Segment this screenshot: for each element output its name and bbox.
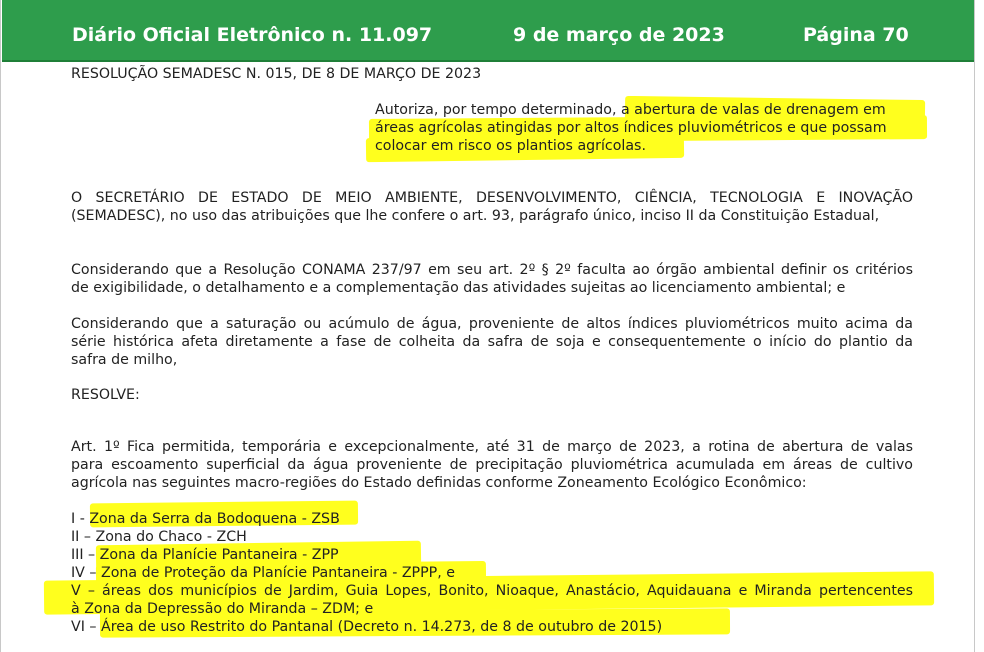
article-line: para escoamento superficial da água proveniente de precipitação pluviométrica acumulada em áreas de cultivo: [71, 457, 913, 473]
considerando-line: Considerando que a Resolução CONAMA 237/97 em seu art. 2º § 2º faculta ao órgão ambiental definir os critérios: [71, 262, 913, 278]
zone-item: II – Zona do Chaco - ZCH: [71, 529, 247, 545]
gazette-page-number: Página 70: [803, 24, 909, 46]
page-right-border: [974, 0, 975, 652]
resolution-heading: RESOLUÇÃO SEMADESC N. 015, DE 8 DE MARÇO DE 2023: [71, 66, 482, 82]
gazette-title: Diário Oficial Eletrônico n. 11.097: [72, 24, 433, 46]
article-line: Art. 1º Fica permitida, temporária e excepcionalmente, até 31 de março de 2023, a rotina de abertura de valas: [71, 439, 913, 455]
zone-item: à Zona da Depressão do Miranda – ZDM; e: [71, 601, 374, 617]
considerando-line: de exigibilidade, o detalhamento e a complementação das atividades sujeitas ao licenciamento ambiental; e: [71, 280, 846, 296]
zone-item: V – áreas dos municípios de Jardim, Guia Lopes, Bonito, Nioaque, Anastácio, Aquidauana e Miranda pertencentes: [71, 583, 913, 599]
zone-item: I - Zona da Serra da Bodoquena - ZSB: [71, 511, 340, 527]
summary-line: Autoriza, por tempo determinado, a abertura de valas de drenagem em: [375, 102, 886, 118]
summary-line: colocar em risco os plantios agrícolas.: [375, 138, 646, 154]
zone-item: III – Zona da Planície Pantaneira - ZPP: [71, 547, 339, 563]
gazette-date: 9 de março de 2023: [513, 24, 725, 46]
considerando-line: Considerando que a saturação ou acúmulo de água, proveniente de altos índices pluviométricos muito acima da: [71, 316, 913, 332]
resolve-heading: RESOLVE:: [71, 387, 140, 403]
preamble-line: O SECRETÁRIO DE ESTADO DE MEIO AMBIENTE, DESENVOLVIMENTO, CIÊNCIA, TECNOLOGIA E INOVAÇÃO: [71, 190, 913, 206]
considerando-line: safra de milho,: [71, 352, 178, 368]
zone-item: IV – Zona de Proteção da Planície Pantaneira - ZPPP, e: [71, 565, 455, 581]
gazette-header: [2, 0, 974, 62]
zone-item: VI – Área de uso Restrito do Pantanal (Decreto n. 14.273, de 8 de outubro de 2015): [71, 619, 663, 635]
preamble-line: (SEMADESC), no uso das atribuições que lhe confere o art. 93, parágrafo único, inciso II da Constituição Estadual,: [71, 208, 880, 224]
article-line: agrícola nas seguintes macro-regiões do Estado definidas conforme Zoneamento Ecológico Econômico:: [71, 475, 807, 491]
considerando-line: série histórica afeta diretamente a fase de colheita da safra de soja e consequentemente o início do plantio da: [71, 334, 913, 350]
page-left-border: [0, 0, 1, 652]
summary-line: áreas agrícolas atingidas por altos índices pluviométricos e que possam: [375, 120, 887, 136]
